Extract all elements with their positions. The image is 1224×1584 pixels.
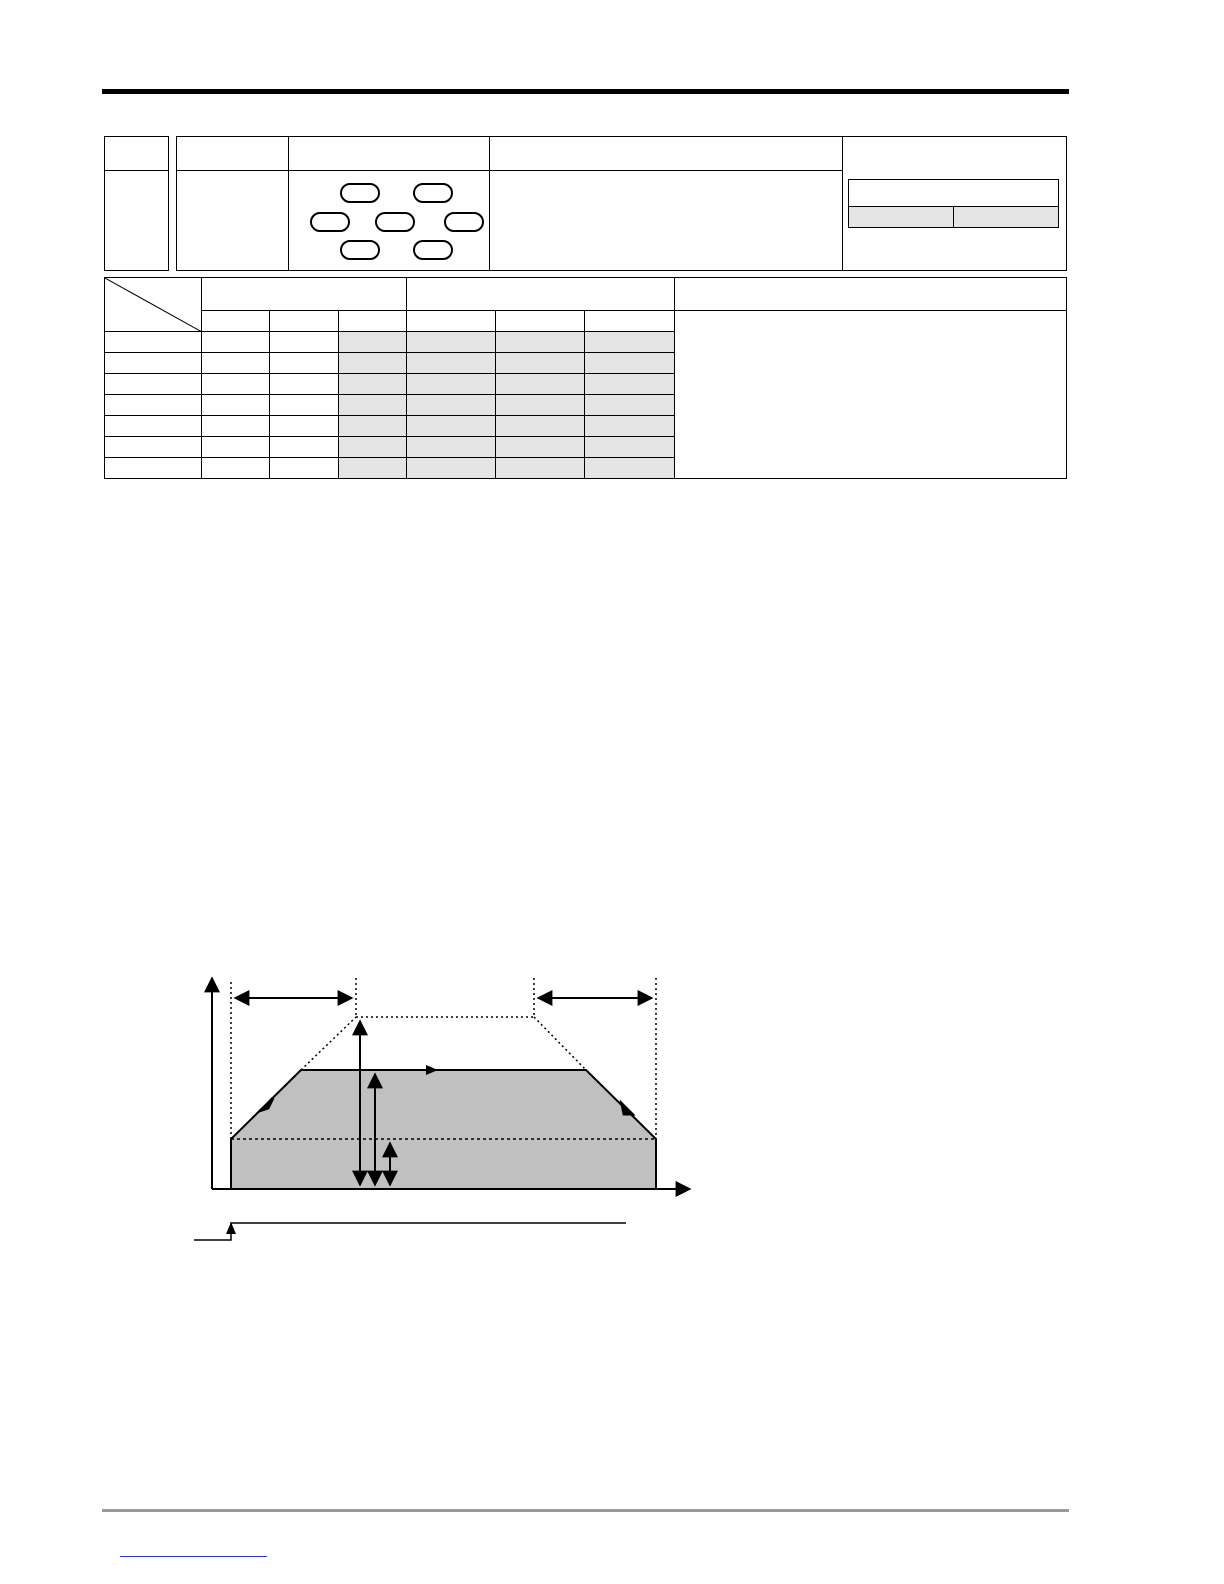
speed-area [231, 1070, 656, 1189]
trigger-rising-edge-icon [226, 1222, 236, 1234]
accel-slope-line [301, 1017, 356, 1070]
trigger-signal [194, 1223, 626, 1240]
footer-rule [102, 1509, 1069, 1512]
footer-link-underline[interactable] [120, 1556, 267, 1557]
decel-slope-line [534, 1017, 586, 1070]
decel-direction-arrow [622, 1104, 632, 1114]
